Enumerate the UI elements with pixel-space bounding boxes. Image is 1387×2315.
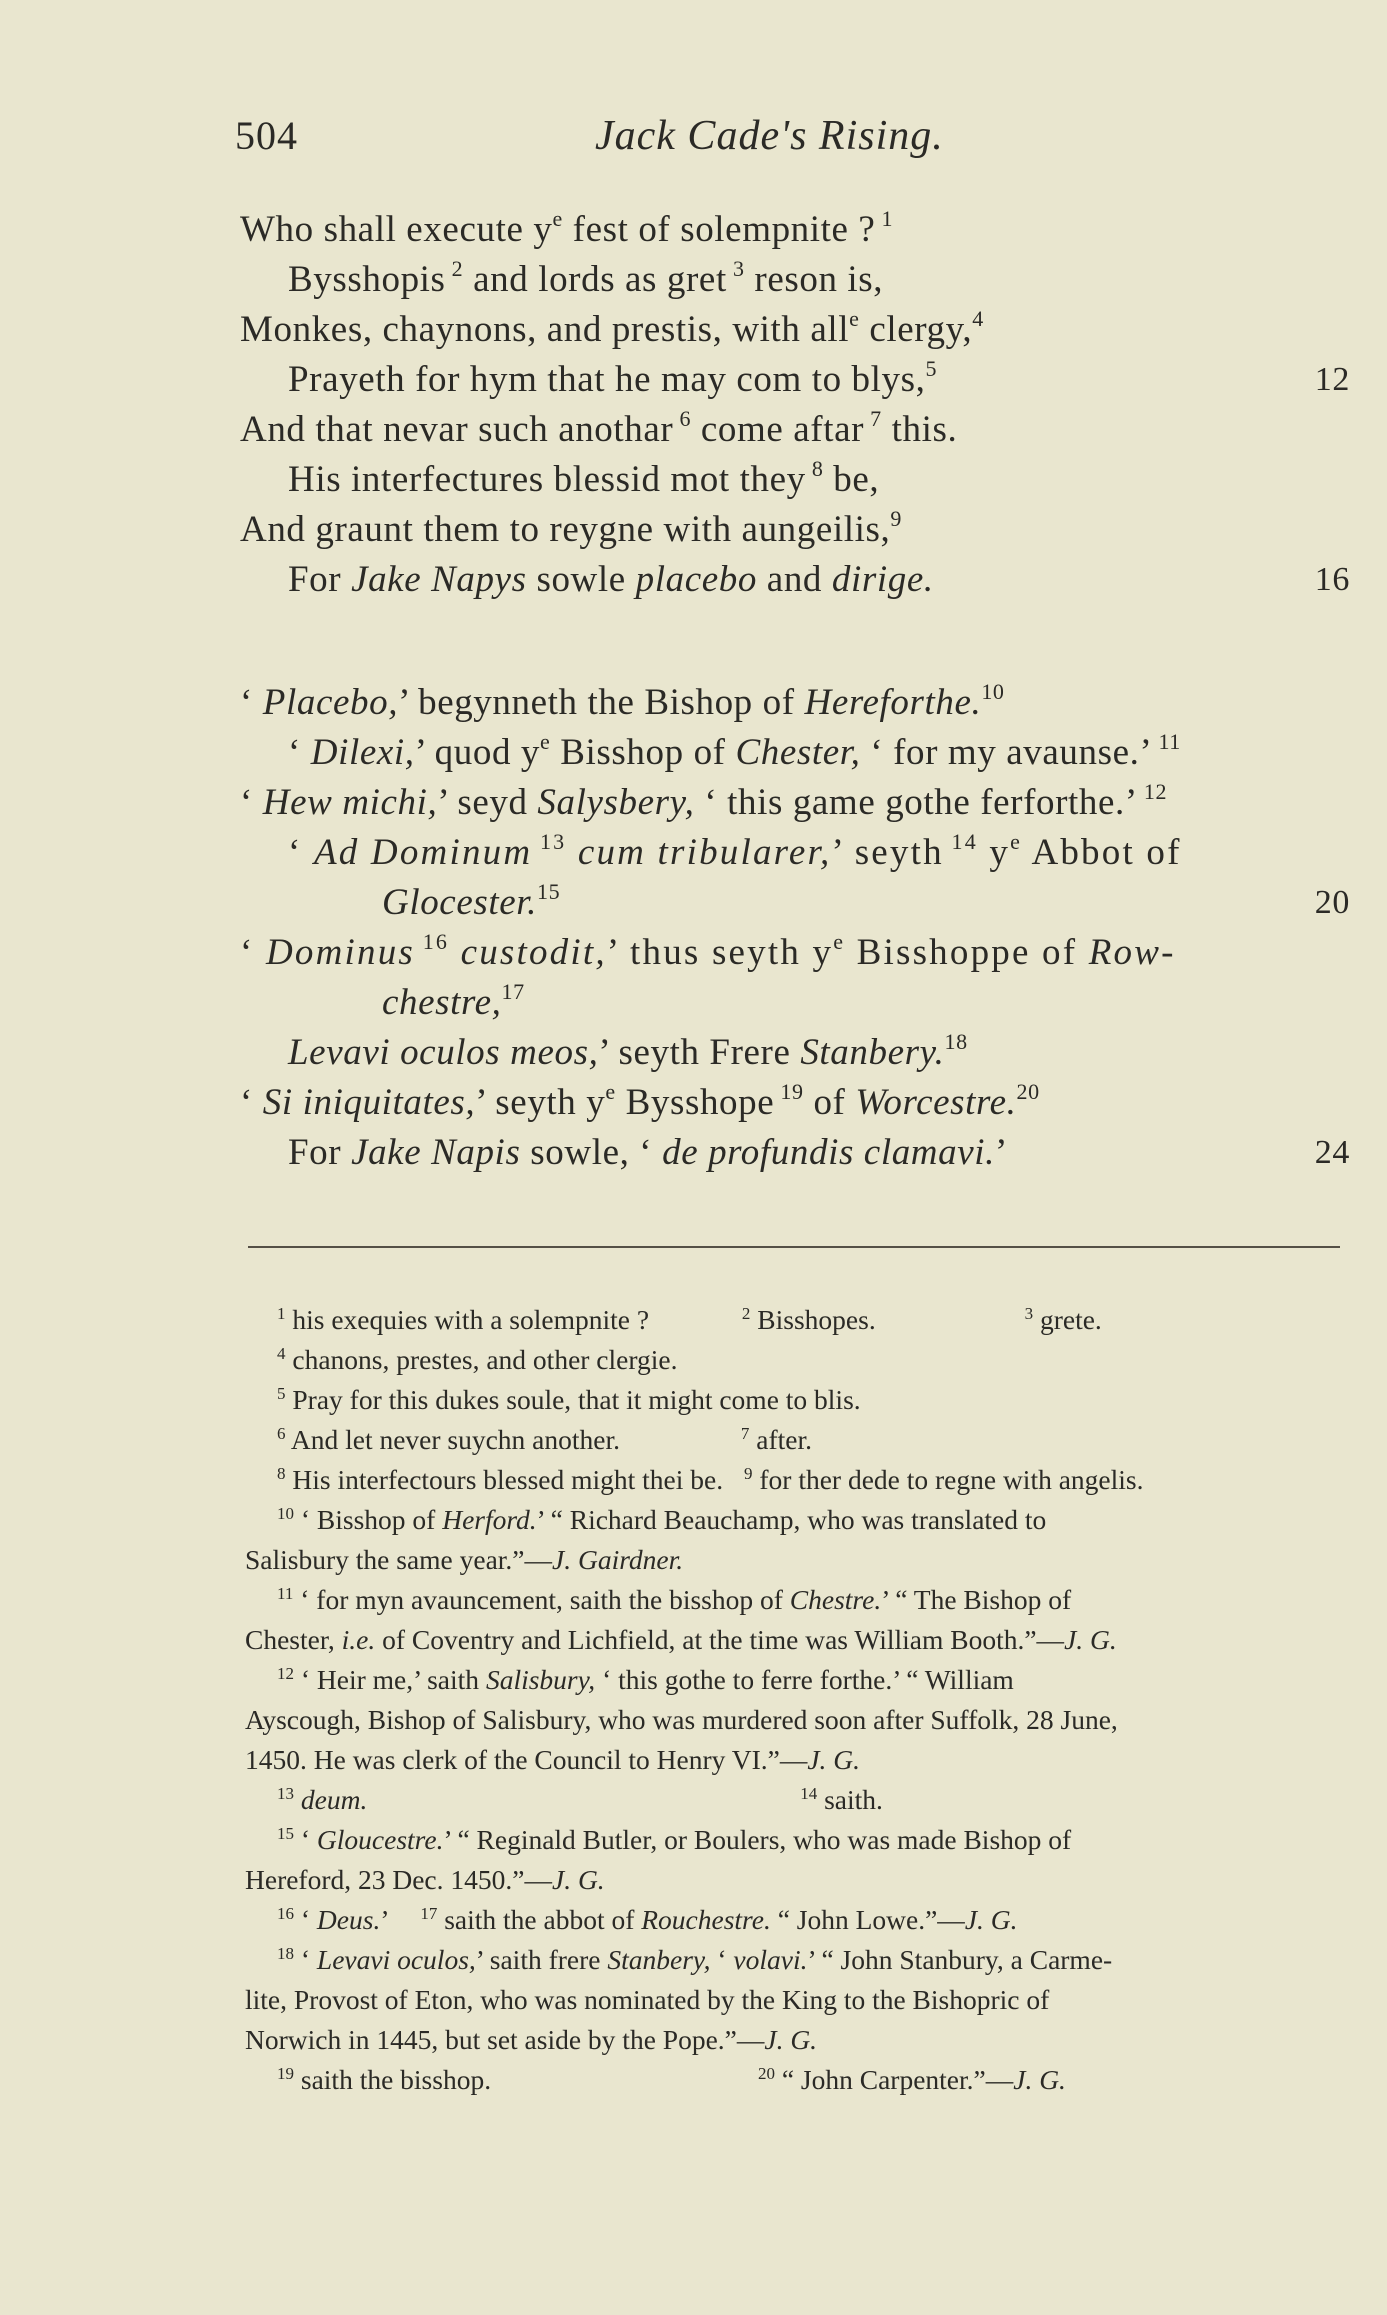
verse-line: For Jake Napis sowle, ‘ de profundis clamavi.’ 24 (240, 1128, 1350, 1178)
footnote-line: $^6$ And let never suychn another. $^7$ after. (277, 1424, 812, 1455)
verse-line: And that nevar such anothar $^6$ come aftar $^7$ this. (240, 406, 958, 450)
verse-line: His interfectures blessid mot they $^8$ be, (288, 456, 880, 500)
footnote-line: $^1$ his exequies with a solempnite ? $^2$ Bisshopes. $^3$ grete. (277, 1304, 1102, 1335)
line-number: 12 (1314, 361, 1350, 398)
footnote-line: $^{10}$ ‘ Bisshop of Herford.’ “ Richard Beauchamp, who was translated to (277, 1504, 1047, 1535)
verse-line: ‘ Placebo,’ begynneth the Bishop of Hereforthe.$^{10}$ (240, 679, 1005, 723)
footnotes (245, 1300, 1345, 2100)
footnote-rule (248, 1246, 1340, 1248)
verse-line: Who shall execute $y^e$ fest of solempnite ? $^1$ (240, 206, 894, 250)
verse-line: For Jake Napys sowle placebo and dirige. 16 (240, 555, 1350, 605)
footnote-line: $^{16}$ ‘ Deus.’ $^{17}$ saith the abbot of Rouchestre. “ John Lowe.”—J. G. (277, 1904, 1018, 1935)
verse-line: Glocester.$^{15}$ 20 (240, 878, 1350, 928)
verse-line: ‘ Hew michi,’ seyd Salysbery, ‘ this game gothe ferforthe.’ $^{12}$ (240, 779, 1168, 823)
footnote-line: $^{12}$ ‘ Heir me,’ saith Salisbury, ‘ this gothe to ferre forthe.’ “ William (277, 1664, 1014, 1695)
verse-line: ‘ Dilexi,’ quod $y^e$ Bisshop of Chester, ‘ for my avaunse.’ $^{11}$ (288, 729, 1181, 773)
verse-stanza-2 (240, 678, 1350, 1178)
verse-line: ‘ Si iniquitates,’ seyth $y^e$ Bysshope $^{19}$ of Worcestre.$^{20}$ (240, 1079, 1040, 1123)
verse-line: ‘ Ad Dominum $^{13}$ cum tribularer,’ seyth $^{14}$ $y^e$ Abbot of (288, 829, 1182, 873)
footnote-line: $^{11}$ ‘ for myn avauncement, saith the bisshop of Chestre.’ “ The Bishop of (277, 1584, 1072, 1615)
verse-line: Prayeth for hym that he may com to blys,$^5$ 12 (240, 355, 1350, 405)
line-number: 20 (1314, 884, 1350, 921)
footnote-line: Ayscough, Bishop of Salisbury, who was murdered soon after Suffolk, 28 June, (245, 1704, 1118, 1735)
page-number: 504 (235, 113, 298, 158)
footnote-line: $^{19}$ saith the bisshop. $^{20}$ “ John Carpenter.”—J. G. (277, 2064, 1066, 2095)
verse-line: Levavi oculos meos,’ seyth Frere Stanbery.$^{18}$ (288, 1029, 968, 1073)
verse-line: chestre,$^{17}$ (382, 979, 525, 1023)
footnote-line: Salisbury the same year.”—J. Gairdner. (245, 1544, 684, 1575)
verse-line: And graunt them to reygne with aungeilis,$^9$ (240, 506, 902, 550)
running-title: Jack Cade's Rising. (595, 113, 944, 159)
line-number: 16 (1314, 561, 1350, 598)
footnote-line: $^{15}$ ‘ Gloucestre.’ “ Reginald Butler, or Boulers, who was made Bishop of (277, 1824, 1072, 1855)
footnote-line: $^5$ Pray for this dukes soule, that it might come to blis. (277, 1384, 861, 1415)
footnote-line: $^{13}$ deum. $^{14}$ saith. (277, 1784, 883, 1815)
footnote-line: $^{18}$ ‘ Levavi oculos,’ saith frere Stanbery, ‘ volavi.’ “ John Stanbury, a Carme- (277, 1944, 1113, 1975)
footnote-line: $^8$ His interfectours blessed might thei be. $^9$ for ther dede to regne with angelis. (277, 1464, 1144, 1495)
verse-stanza-1 (240, 205, 1350, 605)
line-number: 24 (1314, 1134, 1350, 1171)
page-header (235, 112, 1345, 172)
footnote-line: $^4$ chanons, prestes, and other clergie. (277, 1344, 678, 1375)
verse-line: ‘ Dominus $^{16}$ custodit,’ thus seyth $y^e$ Bisshoppe of Row- (240, 929, 1176, 973)
footnote-line: lite, Provost of Eton, who was nominated by the King to the Bishopric of (245, 1984, 1050, 2015)
footnote-line: 1450. He was clerk of the Council to Henry VI.”—J. G. (245, 1744, 861, 1775)
verse-line: Monkes, chaynons, and prestis, with all$^e$ clergy,$^4$ (240, 306, 984, 350)
footnote-line: Hereford, 23 Dec. 1450.”—J. G. (245, 1864, 605, 1895)
verse-line: Bysshopis $^2$ and lords as gret $^3$ reson is, (288, 256, 884, 300)
footnote-line: Chester, i.e. of Coventry and Lichfield, at the time was William Booth.”—J. G. (245, 1624, 1117, 1655)
footnote-line: Norwich in 1445, but set aside by the Pope.”—J. G. (245, 2024, 818, 2055)
